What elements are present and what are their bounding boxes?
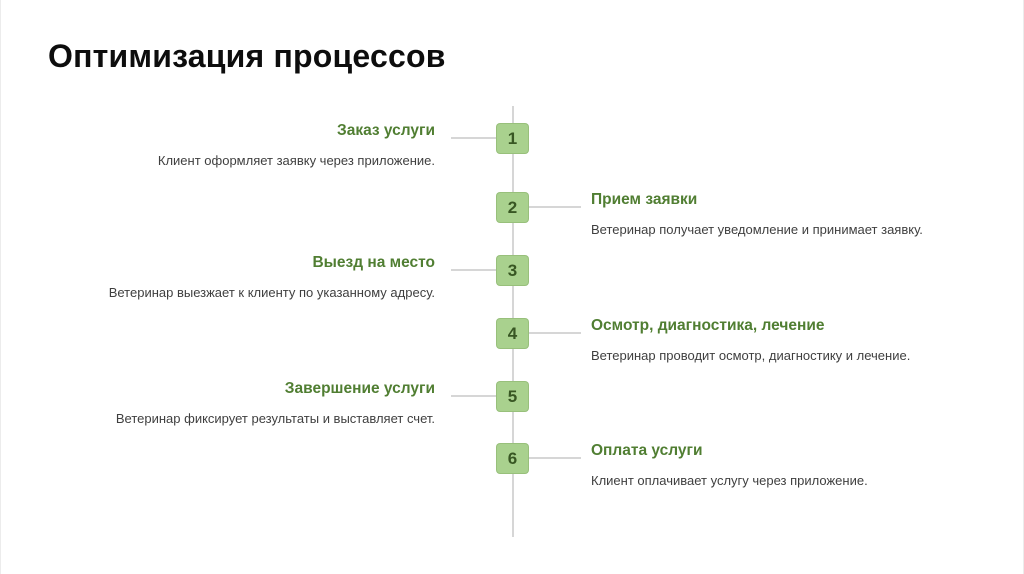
step-description: Клиент оплачивает услугу через приложение.: [591, 473, 868, 488]
timeline-step: [15, 121, 435, 169]
timeline-step: [15, 379, 435, 427]
step-connector-line: [529, 457, 581, 459]
page-title: Оптимизация процессов: [48, 38, 446, 74]
timeline-step: [15, 253, 435, 301]
step-number-box: 3: [496, 255, 529, 286]
step-connector-line: [451, 269, 496, 271]
step-description: Ветеринар получает уведомление и принимает заявку.: [591, 222, 923, 237]
step-title: Осмотр, диагностика, лечение: [591, 317, 825, 334]
step-connector-line: [529, 206, 581, 208]
step-description: Ветеринар выезжает к клиенту по указанному адресу.: [108, 285, 435, 300]
step-number-box: 4: [496, 318, 529, 349]
step-number-box: 5: [496, 381, 529, 412]
step-title: Прием заявки: [591, 191, 698, 208]
step-connector-line: [529, 332, 581, 334]
step-description: Ветеринар проводит осмотр, диагностику и лечение.: [591, 348, 911, 363]
step-title: Завершение услуги: [284, 380, 435, 397]
step-connector-line: [451, 395, 496, 397]
timeline-step: [591, 441, 1011, 489]
step-title: Выезд на место: [312, 254, 435, 271]
step-number-box: 2: [496, 192, 529, 223]
step-number-box: 1: [496, 123, 529, 154]
timeline-step: [591, 190, 1011, 238]
step-description: Клиент оформляет заявку через приложение.: [157, 153, 435, 168]
step-title: Оплата услуги: [591, 442, 703, 459]
step-title: Заказ услуги: [336, 122, 435, 139]
step-description: Ветеринар фиксирует результаты и выставляет счет.: [115, 411, 435, 426]
step-connector-line: [451, 137, 496, 139]
step-number-box: 6: [496, 443, 529, 474]
timeline-step: [591, 316, 1011, 364]
